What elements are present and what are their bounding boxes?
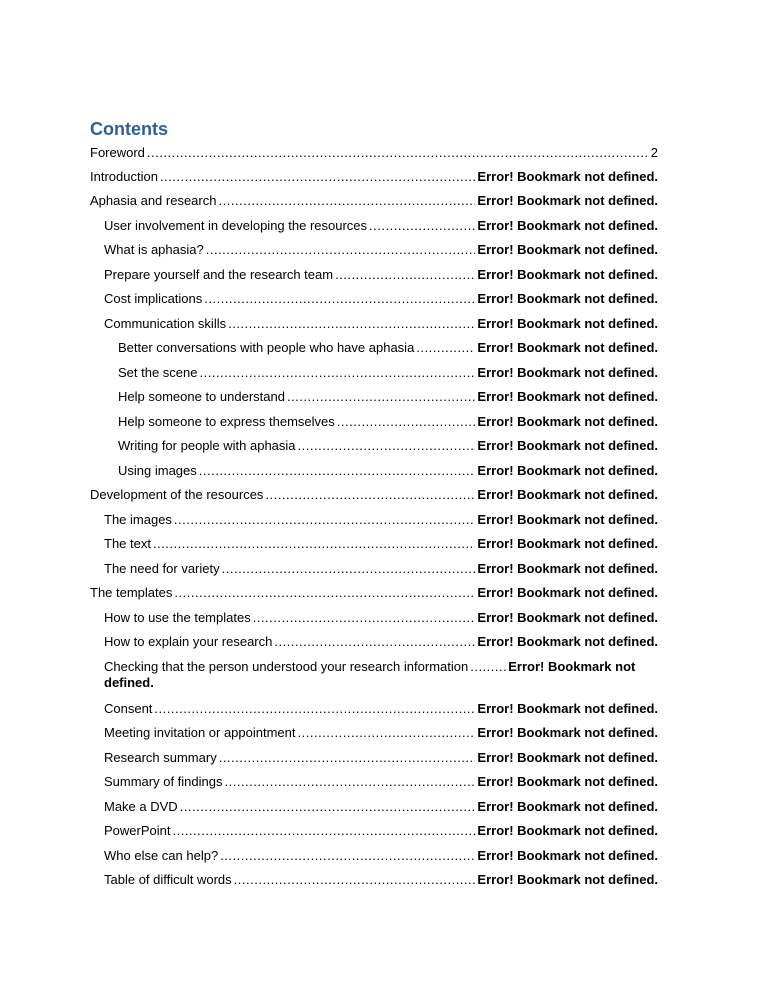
toc-entry-page: Error! Bookmark not defined. (477, 463, 658, 478)
toc-entry-the-text[interactable] (104, 536, 658, 551)
toc-entry-label: Aphasia and research (90, 193, 217, 208)
dot-leader (253, 610, 476, 625)
toc-entry-label: Research summary (104, 750, 217, 765)
toc-entry-label: Summary of findings (104, 774, 223, 789)
toc-entry-label: PowerPoint (104, 823, 171, 838)
toc-entry-page: Error! Bookmark not defined. (477, 267, 658, 282)
dot-leader (199, 463, 476, 478)
toc-entry-the-templates[interactable] (90, 585, 658, 600)
dot-leader (180, 799, 476, 814)
toc-entry-checking-understood[interactable] (104, 659, 658, 674)
toc-entry-label: Help someone to express themselves (118, 414, 335, 429)
dot-leader (160, 169, 475, 184)
toc-entry-page: Error! Bookmark not defined. (477, 823, 658, 838)
dot-leader (369, 218, 475, 233)
dot-leader (298, 725, 476, 740)
dot-leader (174, 512, 476, 527)
toc-entry-communication-skills[interactable] (104, 316, 658, 331)
toc-entry-how-to-explain[interactable] (104, 634, 658, 649)
toc-entry-page: Error! Bookmark not defined. (477, 414, 658, 429)
toc-entry-label: Foreword (90, 145, 145, 160)
dot-leader (147, 145, 649, 160)
toc-entry-label: Checking that the person understood your research information (104, 659, 469, 674)
toc-entry-label: How to use the templates (104, 610, 251, 625)
toc-entry-page: Error! Bookmark not defined. (477, 634, 658, 649)
toc-entry-who-else-can-help[interactable] (104, 848, 658, 863)
toc-entry-page: Error! Bookmark not defined. (477, 561, 658, 576)
dot-leader (154, 701, 475, 716)
dot-leader (222, 561, 476, 576)
toc-entry-page: Error! Bookmark not defined. (477, 536, 658, 551)
toc-entry-label: The templates (90, 585, 173, 600)
toc-entry-label: How to explain your research (104, 634, 273, 649)
toc-entry-help-understand[interactable] (118, 389, 658, 404)
toc-entry-label: Development of the resources (90, 487, 264, 502)
toc-entry-label: Make a DVD (104, 799, 178, 814)
dot-leader (204, 291, 475, 306)
dot-leader (225, 774, 476, 789)
toc-entry-page: Error! Bookmark not defined. (477, 799, 658, 814)
toc-entry-page: Error! Bookmark not defined. (477, 242, 658, 257)
toc-entry-better-conversations[interactable] (118, 340, 658, 355)
toc-entry-label: Table of difficult words (104, 872, 232, 887)
toc-entry-prepare-yourself[interactable] (104, 267, 658, 282)
dot-leader (200, 365, 476, 380)
toc-entry-label: Better conversations with people who have aphasia (118, 340, 415, 355)
toc-entry-research-summary[interactable] (104, 750, 658, 765)
dot-leader (172, 823, 475, 838)
dot-leader (298, 438, 476, 453)
toc-entry-introduction[interactable] (90, 169, 658, 184)
toc-entry-page: Error! Bookmark not defined. (477, 169, 658, 184)
toc-entry-label: Consent (104, 701, 153, 716)
toc-entry-label: Using images (118, 463, 197, 478)
toc-entry-cost-implications[interactable] (104, 291, 658, 306)
dot-leader (219, 750, 476, 765)
toc-entry-page: Error! Bookmark not defined. (477, 774, 658, 789)
toc-entry-meeting-invitation[interactable] (104, 725, 658, 740)
toc-entry-page: Error! Bookmark not defined. (477, 487, 658, 502)
toc-entry-page: Error! Bookmark not defined. (477, 750, 658, 765)
toc-entry-label: Introduction (90, 169, 158, 184)
dot-leader (335, 267, 475, 282)
toc-entry-what-is-aphasia[interactable] (104, 242, 658, 257)
dot-leader (470, 659, 506, 674)
toc-entry-label: Communication skills (104, 316, 227, 331)
toc-entry-difficult-words[interactable] (104, 872, 658, 887)
toc-entry-aphasia-and-research[interactable] (90, 193, 658, 208)
dot-leader (206, 242, 476, 257)
toc-entry-development[interactable] (90, 487, 658, 502)
toc-entry-page: 2 (650, 145, 658, 160)
toc-entry-label: Set the scene (118, 365, 198, 380)
toc-entry-page: Error! Bookmark not defined. (477, 340, 658, 355)
dot-leader (153, 536, 475, 551)
toc-entry-help-express[interactable] (118, 414, 658, 429)
toc-entry-page: Error! Bookmark not defined. (477, 389, 658, 404)
toc-entry-label: Prepare yourself and the research team (104, 267, 334, 282)
dot-leader (274, 634, 475, 649)
toc-entry-how-to-use-templates[interactable] (104, 610, 658, 625)
toc-entry-page: Error! Bookmark not defined. (477, 193, 658, 208)
toc-entry-page: Error! Bookmark not defined. (477, 585, 658, 600)
toc-entry-page-part2: defined. (104, 675, 154, 690)
toc-entry-user-involvement[interactable] (104, 218, 658, 233)
dot-leader (220, 848, 475, 863)
dot-leader (265, 487, 475, 502)
toc-entry-label: The text (104, 536, 151, 551)
dot-leader (218, 193, 475, 208)
toc-entry-using-images[interactable] (118, 463, 658, 478)
toc-entry-page: Error! Bookmark not defined. (477, 725, 658, 740)
toc-entry-page: Error! Bookmark not defined. (477, 438, 658, 453)
toc-entry-page: Error! Bookmark not defined. (477, 316, 658, 331)
toc-entry-summary-of-findings[interactable] (104, 774, 658, 789)
toc-entry-label: User involvement in developing the resources (104, 218, 368, 233)
toc-entry-label: The images (104, 512, 172, 527)
dot-leader (416, 340, 475, 355)
toc-entry-the-images[interactable] (104, 512, 658, 527)
toc-entry-label: Meeting invitation or appointment (104, 725, 296, 740)
dot-leader (174, 585, 475, 600)
toc-entry-page: Error! Bookmark not defined. (477, 872, 658, 887)
toc-entry-page: Error! Bookmark not defined. (477, 291, 658, 306)
toc-entry-set-the-scene[interactable] (118, 365, 658, 380)
toc-entry-page: Error! Bookmark not defined. (477, 610, 658, 625)
toc-entry-label: Cost implications (104, 291, 203, 306)
toc-entry-label: Help someone to understand (118, 389, 285, 404)
toc-entry-powerpoint[interactable] (104, 823, 658, 838)
toc-entry-page: Error! Bookmark not defined. (477, 701, 658, 716)
toc-entry-page: Error! Bookmark not defined. (477, 365, 658, 380)
toc-entry-page: Error! Bookmark not defined. (477, 848, 658, 863)
toc-entry-page: Error! Bookmark not defined. (477, 218, 658, 233)
dot-leader (228, 316, 475, 331)
toc-entry-label: The need for variety (104, 561, 220, 576)
dot-leader (337, 414, 476, 429)
toc-entry-label: What is aphasia? (104, 242, 204, 257)
toc-entry-writing-for-aphasia[interactable] (118, 438, 658, 453)
toc-entry-label: Who else can help? (104, 848, 219, 863)
contents-heading: Contents (90, 119, 168, 139)
toc-entry-label: Writing for people with aphasia (118, 438, 296, 453)
dot-leader (234, 872, 476, 887)
toc-entry-checking-understood-continued (104, 675, 674, 690)
toc-entry-make-a-dvd[interactable] (104, 799, 658, 814)
toc-entry-page-part1: Error! Bookmark not (508, 659, 636, 674)
toc-entry-consent[interactable] (104, 701, 658, 716)
dot-leader (287, 389, 475, 404)
toc-entry-need-for-variety[interactable] (104, 561, 658, 576)
toc-entry-page: Error! Bookmark not defined. (477, 512, 658, 527)
toc-entry-foreword[interactable] (90, 145, 658, 160)
